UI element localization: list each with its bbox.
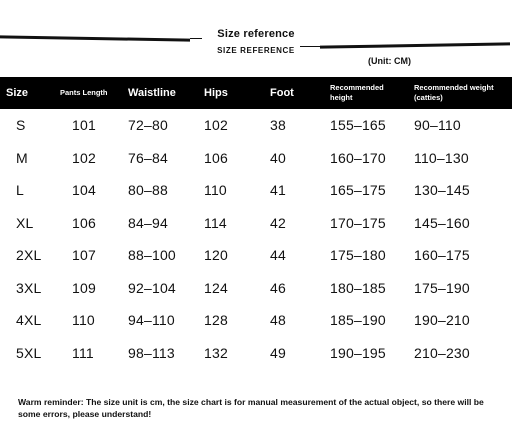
cell-recommended-weight: 190–210 — [414, 312, 470, 329]
table-row — [0, 239, 512, 272]
cell-size: 4XL — [16, 312, 42, 329]
cell-hips: 102 — [204, 117, 228, 134]
column-header-waistline: Waistline — [122, 77, 198, 109]
cell-pants-length: 102 — [72, 149, 96, 166]
cell-foot: 42 — [270, 214, 286, 231]
cell-recommended-weight: 175–190 — [414, 279, 470, 296]
cell-waistline: 94–110 — [128, 312, 175, 329]
cell-hips: 128 — [204, 312, 228, 329]
cell-recommended-weight: 130–145 — [414, 182, 470, 199]
cell-recommended-height: 155–165 — [330, 117, 386, 134]
cell-hips: 124 — [204, 279, 228, 296]
cell-waistline: 80–88 — [128, 182, 168, 199]
cell-waistline: 84–94 — [128, 214, 168, 231]
page-title: Size reference — [217, 28, 295, 40]
cell-waistline: 88–100 — [128, 247, 176, 264]
cell-recommended-height: 170–175 — [330, 214, 386, 231]
cell-hips: 120 — [204, 247, 228, 264]
cell-recommended-height: 185–190 — [330, 312, 386, 329]
cell-hips: 106 — [204, 149, 228, 166]
cell-pants-length: 107 — [72, 247, 96, 264]
cell-pants-length: 111 — [72, 344, 94, 361]
cell-foot: 49 — [270, 344, 286, 361]
table-row — [0, 109, 512, 142]
cell-recommended-height: 190–195 — [330, 344, 386, 361]
table-header-row — [0, 77, 512, 109]
table-row — [0, 174, 512, 207]
cell-waistline: 92–104 — [128, 279, 176, 296]
column-header-recommended-weight: Recommended weight (catties) — [408, 77, 512, 109]
cell-foot: 38 — [270, 117, 286, 134]
column-header-pants-length: Pants Length — [54, 77, 122, 109]
cell-recommended-weight: 110–130 — [414, 149, 469, 166]
cell-waistline: 76–84 — [128, 149, 168, 166]
cell-size: S — [16, 117, 26, 134]
cell-recommended-height: 180–185 — [330, 279, 386, 296]
cell-size: 2XL — [16, 247, 42, 264]
table-row — [0, 272, 512, 305]
column-header-recommended-height: Recommended height — [324, 77, 408, 109]
cell-hips: 132 — [204, 344, 228, 361]
cell-recommended-weight: 160–175 — [414, 247, 470, 264]
table-row — [0, 207, 512, 240]
cell-size: M — [16, 149, 28, 166]
cell-pants-length: 106 — [72, 214, 96, 231]
cell-foot: 48 — [270, 312, 286, 329]
page-subtitle: SIZE REFERENCE — [217, 46, 295, 55]
cell-waistline: 98–113 — [128, 344, 175, 361]
cell-recommended-weight: 145–160 — [414, 214, 470, 231]
cell-foot: 41 — [270, 182, 286, 199]
cell-size: 3XL — [16, 279, 42, 296]
cell-size: 5XL — [16, 344, 42, 361]
column-header-foot: Foot — [264, 77, 324, 109]
cell-hips: 114 — [204, 214, 227, 231]
cell-recommended-weight: 90–110 — [414, 117, 461, 134]
cell-pants-length: 109 — [72, 279, 96, 296]
cell-recommended-weight: 210–230 — [414, 344, 470, 361]
column-header-hips: Hips — [198, 77, 264, 109]
cell-waistline: 72–80 — [128, 117, 168, 134]
cell-pants-length: 110 — [72, 312, 95, 329]
table-row — [0, 337, 512, 370]
cell-hips: 110 — [204, 182, 227, 199]
cell-foot: 46 — [270, 279, 286, 296]
cell-size: XL — [16, 214, 34, 231]
cell-pants-length: 101 — [72, 117, 96, 134]
cell-recommended-height: 165–175 — [330, 182, 386, 199]
warm-reminder-note: Warm reminder: The size unit is cm, the size chart is for manual measurement of the actual object, so there will be some errors, please understand! — [18, 397, 484, 419]
cell-recommended-height: 175–180 — [330, 247, 386, 264]
table-row — [0, 304, 512, 337]
unit-label: (Unit: CM) — [368, 56, 411, 66]
cell-recommended-height: 160–170 — [330, 149, 386, 166]
cell-foot: 40 — [270, 149, 286, 166]
size-chart-table — [0, 77, 512, 369]
column-header-size: Size — [0, 77, 54, 109]
cell-pants-length: 104 — [72, 182, 96, 199]
table-row — [0, 142, 512, 175]
cell-size: L — [16, 182, 24, 199]
cell-foot: 44 — [270, 247, 286, 264]
